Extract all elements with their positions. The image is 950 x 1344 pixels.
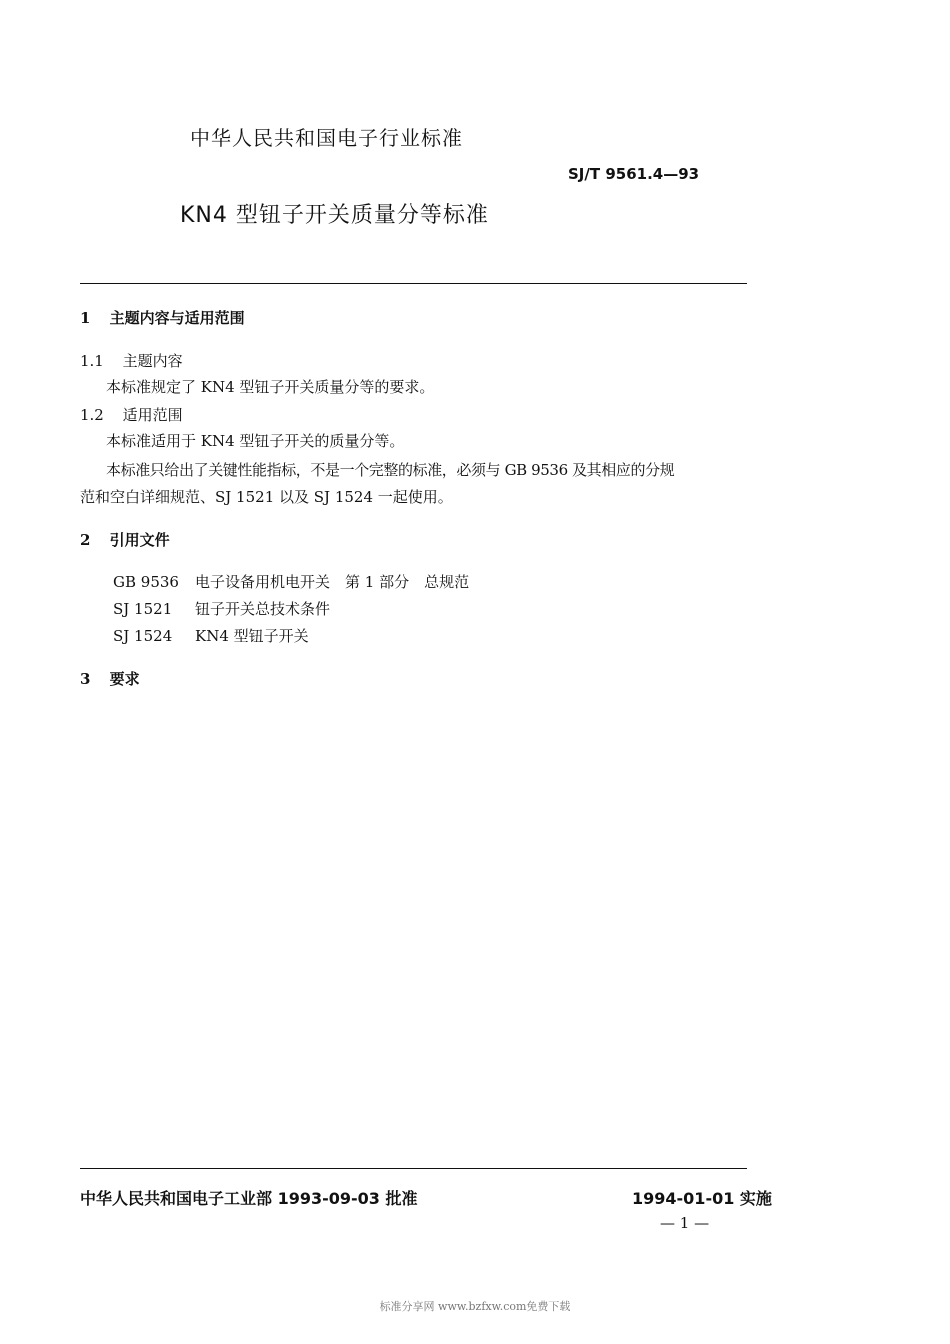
section-3-heading xyxy=(80,668,140,689)
reference-code: SJ 1524 xyxy=(113,627,173,645)
reference-code: GB 9536 xyxy=(113,573,179,591)
section-title: 主题内容 xyxy=(122,352,183,370)
section-number: 2 xyxy=(80,531,91,549)
document-title: KN4 型钮子开关质量分等标准 xyxy=(180,203,489,228)
reference-item xyxy=(113,598,330,619)
reference-title: KN4 型钮子开关 xyxy=(195,627,309,645)
page-number: — 1 — xyxy=(660,1214,710,1232)
standard-code: SJ/T 9561.4—93 xyxy=(568,165,700,183)
section-1-heading xyxy=(80,307,245,328)
section-1-2-text-2-line-2: 范和空白详细规范、SJ 1521 以及 SJ 1524 一起使用。 xyxy=(80,488,453,506)
section-1-1-heading xyxy=(80,350,183,371)
standard-organization: 中华人民共和国电子行业标准 xyxy=(190,126,463,150)
reference-title: 电子设备用机电开关 第 1 部分 总规范 xyxy=(195,573,470,591)
section-number: 1.1 xyxy=(80,352,104,370)
section-2-heading xyxy=(80,529,170,550)
section-1-2-text-1: 本标准适用于 KN4 型钮子开关的质量分等。 xyxy=(106,432,405,450)
reference-title: 钮子开关总技术条件 xyxy=(195,600,331,618)
section-title: 主题内容与适用范围 xyxy=(109,309,245,327)
approval-statement: 中华人民共和国电子工业部 1993-09-03 批准 xyxy=(80,1189,418,1208)
reference-item xyxy=(113,625,309,646)
header-divider xyxy=(80,283,747,284)
section-title: 适用范围 xyxy=(122,406,183,424)
section-1-2-heading xyxy=(80,404,183,425)
effective-date: 1994-01-01 实施 xyxy=(632,1189,772,1208)
section-number: 1.2 xyxy=(80,406,104,424)
footer-divider xyxy=(80,1168,747,1169)
reference-item xyxy=(113,571,469,592)
section-title: 要求 xyxy=(109,670,140,688)
section-number: 3 xyxy=(80,670,91,688)
section-1-1-text: 本标准规定了 KN4 型钮子开关质量分等的要求。 xyxy=(106,378,435,396)
section-1-2-text-2-line-1: 本标准只给出了关键性能指标，不是一个完整的标准，必须与 GB 9536 及其相应的分规 xyxy=(106,461,675,479)
section-number: 1 xyxy=(80,309,91,327)
watermark-text: 标准分享网 www.bzfxw.com免费下载 xyxy=(379,1300,571,1313)
reference-code: SJ 1521 xyxy=(113,600,173,618)
section-title: 引用文件 xyxy=(109,531,170,549)
